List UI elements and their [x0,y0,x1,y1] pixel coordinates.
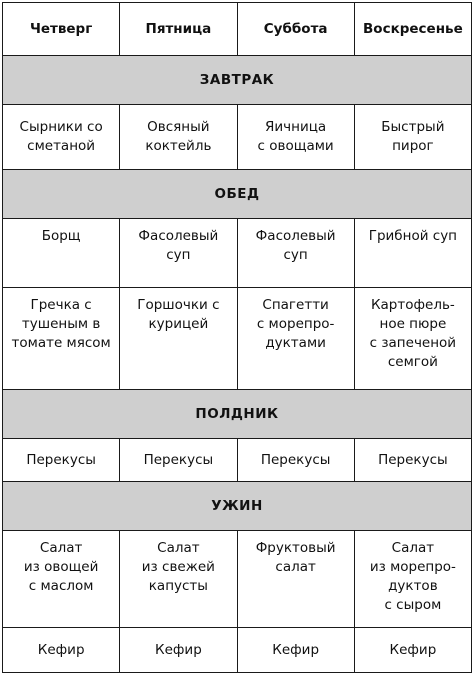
day-header: Четверг [3,3,120,56]
dish-cell: Перекусы [120,439,237,482]
dish-cell: Салат из морепро- дуктов с сыром [354,531,471,628]
dish-cell: Овсяный коктейль [120,105,237,170]
menu-row [3,531,472,628]
dish-cell: Горшочки с курицей [120,288,237,390]
dish-cell: Перекусы [3,439,120,482]
dish-cell: Перекусы [237,439,354,482]
section-title-dinner: УЖИН [3,482,472,531]
weekly-menu-table [2,2,472,673]
dish-cell: Грибной суп [354,219,471,288]
dish-cell: Салат из овощей с маслом [3,531,120,628]
dish-cell: Гречка с тушеным в томате мясом [3,288,120,390]
menu-row [3,288,472,390]
dish-cell: Яичница с овощами [237,105,354,170]
dish-cell: Фасолевый суп [237,219,354,288]
section-title-lunch: ОБЕД [3,170,472,219]
day-header: Пятница [120,3,237,56]
dish-cell: Перекусы [354,439,471,482]
dish-cell: Фасолевый суп [120,219,237,288]
dish-cell: Быстрый пирог [354,105,471,170]
dish-cell: Кефир [120,628,237,673]
menu-row [3,219,472,288]
section-row-dinner [3,482,472,531]
day-header: Суббота [237,3,354,56]
dish-cell: Кефир [237,628,354,673]
menu-row [3,105,472,170]
day-header: Воскресенье [354,3,471,56]
dish-cell: Кефир [354,628,471,673]
menu-row [3,439,472,482]
dish-cell: Картофель- ное пюре с запеченой семгой [354,288,471,390]
dish-cell: Спагетти с морепро- дуктами [237,288,354,390]
dish-cell: Салат из свежей капусты [120,531,237,628]
section-row-lunch [3,170,472,219]
dish-cell: Кефир [3,628,120,673]
dish-cell: Фруктовый салат [237,531,354,628]
section-title-breakfast: ЗАВТРАК [3,56,472,105]
dish-cell: Сырники со сметаной [3,105,120,170]
days-header-row [3,3,472,56]
section-title-snack: ПОЛДНИК [3,390,472,439]
section-row-breakfast [3,56,472,105]
menu-row [3,628,472,673]
dish-cell: Борщ [3,219,120,288]
section-row-snack [3,390,472,439]
